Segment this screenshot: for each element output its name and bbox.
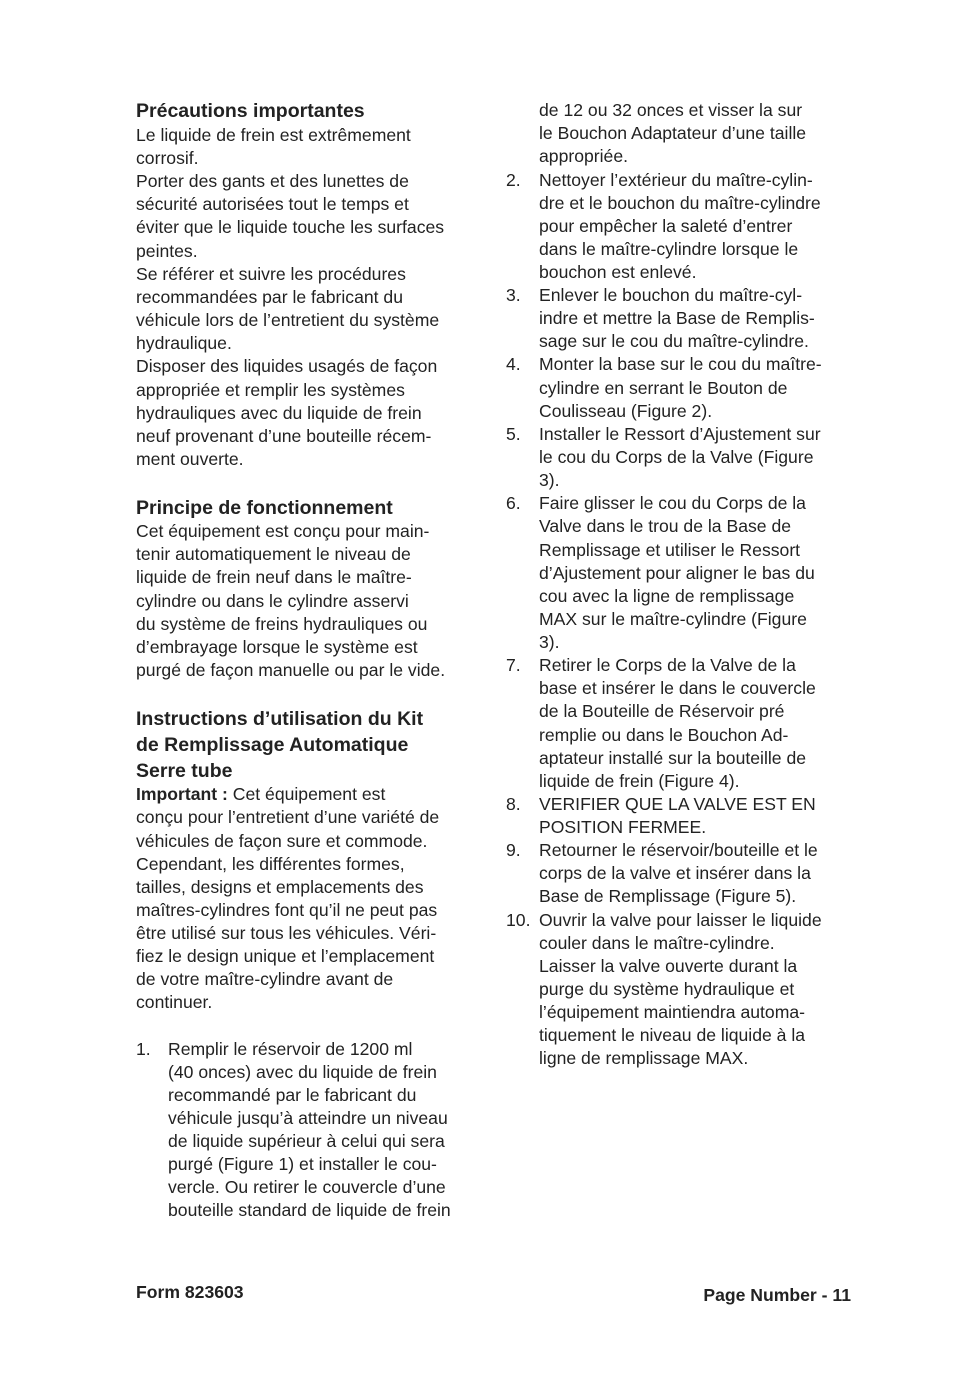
instructions-line: fiez le design unique et l’emplacement <box>136 946 435 966</box>
step-line: Installer le Ressort d’Ajustement sur <box>539 424 821 444</box>
step-number: 7. <box>506 655 521 675</box>
instructions-heading: de Remplissage Automatique <box>136 734 409 756</box>
step-line: liquide de frein (Figure 4). <box>539 771 740 791</box>
principle-line: liquide de frein neuf dans le maître- <box>136 567 412 587</box>
step-line: de 12 ou 32 onces et visser la sur <box>539 100 803 120</box>
step-line: Base de Remplissage (Figure 5). <box>539 886 797 906</box>
step-line: (40 onces) avec du liquide de frein <box>168 1062 437 1082</box>
instructions-line: maîtres-cylindres font qu’il ne peut pas <box>136 900 438 920</box>
step-line: véhicule jusqu’à atteindre un niveau <box>168 1108 448 1128</box>
step-line: Ouvrir la valve pour laisser le liquide <box>539 910 822 930</box>
precautions-line: peintes. <box>136 241 198 261</box>
precautions-line: appropriée et remplir les systèmes <box>136 380 405 400</box>
step-line: base et insérer le dans le couvercle <box>539 678 816 698</box>
step-line: Retirer le Corps de la Valve de la <box>539 655 796 675</box>
page-number: Page Number - 11 <box>703 1285 851 1305</box>
instructions-heading: Instructions d’utilisation du Kit <box>136 708 424 730</box>
instructions-heading: Serre tube <box>136 760 233 782</box>
step-line: corps de la valve et insérer dans la <box>539 863 811 883</box>
instructions-line: tailles, designs et emplacements des <box>136 877 424 897</box>
step-number: 10. <box>506 910 531 930</box>
precautions-line: hydrauliques avec du liquide de frein <box>136 403 422 423</box>
step-line: pour empêcher la saleté d’entrer <box>539 216 793 236</box>
important-label: Important : <box>136 784 228 804</box>
step-line: bouteille standard de liquide de frein <box>168 1200 451 1220</box>
step-line: Faire glisser le cou du Corps de la <box>539 493 806 513</box>
important-line <box>136 783 385 806</box>
step-number: 2. <box>506 170 521 190</box>
step-line: l’équipement maintiendra automa- <box>539 1002 806 1022</box>
step-number: 1. <box>136 1039 151 1059</box>
step-line: aptateur installé sur la bouteille de <box>539 748 807 768</box>
precautions-line: sécurité autorisées tout le temps et <box>136 194 409 214</box>
precautions-line: recommandées par le fabricant du <box>136 287 403 307</box>
precautions-line: éviter que le liquide touche les surfaces <box>136 217 445 237</box>
step-line: Laisser la valve ouverte durant la <box>539 956 798 976</box>
step-line: couler dans le maître-cylindre. <box>539 933 775 953</box>
step-line: remplie ou dans le Bouchon Ad- <box>539 725 789 745</box>
step-line: Monter la base sur le cou du maître- <box>539 354 822 374</box>
precautions-line: Disposer des liquides usagés de façon <box>136 356 438 376</box>
principle-line: cylindre ou dans le cylindre asservi <box>136 591 409 611</box>
step-line: appropriée. <box>539 146 629 166</box>
step-line: 3). <box>539 632 560 652</box>
step-line: vercle. Ou retirer le couvercle d’une <box>168 1177 446 1197</box>
step-number: 8. <box>506 794 521 814</box>
step-line: 3). <box>539 470 560 490</box>
precautions-line: neuf provenant d’une bouteille récem- <box>136 426 432 446</box>
precautions-line: véhicule lors de l’entretient du système <box>136 310 440 330</box>
important-text: Cet équipement est <box>227 784 386 804</box>
step-line: ligne de remplissage MAX. <box>539 1048 749 1068</box>
form-number: Form 823603 <box>136 1282 244 1302</box>
step-line: POSITION FERMEE. <box>539 817 707 837</box>
step-line: recommandé par le fabricant du <box>168 1085 417 1105</box>
step-line: indre et mettre la Base de Remplis- <box>539 308 815 328</box>
step-number: 5. <box>506 424 521 444</box>
step-line: Valve dans le trou de la Base de <box>539 516 792 536</box>
step-line: Retourner le réservoir/bouteille et le <box>539 840 818 860</box>
step-line: cou avec la ligne de remplissage <box>539 586 795 606</box>
principle-line: purgé de façon manuelle ou par le vide. <box>136 660 446 680</box>
step-line: MAX sur le maître-cylindre (Figure <box>539 609 807 629</box>
step-line: d’Ajustement pour aligner le bas du <box>539 563 815 583</box>
step-line: dre et le bouchon du maître-cylindre <box>539 193 821 213</box>
instructions-line: Cependant, les différentes formes, <box>136 854 405 874</box>
step-line: purgé (Figure 1) et installer le cou- <box>168 1154 437 1174</box>
step-line: Coulisseau (Figure 2). <box>539 401 713 421</box>
step-line: dans le maître-cylindre lorsque le <box>539 239 799 259</box>
step-line: Enlever le bouchon du maître-cyl- <box>539 285 803 305</box>
step-line: bouchon est enlevé. <box>539 262 697 282</box>
instructions-line: véhicules de façon sure et commode. <box>136 831 428 851</box>
step-number: 6. <box>506 493 521 513</box>
precautions-line: corrosif. <box>136 148 199 168</box>
precautions-line: hydraulique. <box>136 333 232 353</box>
step-line: Remplir le réservoir de 1200 ml <box>168 1039 413 1059</box>
step-line: de liquide supérieur à celui qui sera <box>168 1131 445 1151</box>
precautions-line: ment ouverte. <box>136 449 244 469</box>
principle-line: Cet équipement est conçu pour main- <box>136 521 430 541</box>
precautions-line: Porter des gants et des lunettes de <box>136 171 409 191</box>
step-line: de la Bouteille de Réservoir pré <box>539 701 785 721</box>
step-line: VERIFIER QUE LA VALVE EST EN <box>539 794 816 814</box>
instructions-line: être utilisé sur tous les véhicules. Véri- <box>136 923 437 943</box>
principle-heading: Principe de fonctionnement <box>136 497 393 519</box>
step-line: le Bouchon Adaptateur d’une taille <box>539 123 807 143</box>
step-line: Nettoyer l’extérieur du maître-cylin- <box>539 170 813 190</box>
step-line: le cou du Corps de la Valve (Figure <box>539 447 814 467</box>
principle-line: du système de freins hydrauliques ou <box>136 614 428 634</box>
step-line: tiquement le niveau de liquide à la <box>539 1025 806 1045</box>
step-line: cylindre en serrant le Bouton de <box>539 378 788 398</box>
step-line: Remplissage et utiliser le Ressort <box>539 540 801 560</box>
precautions-heading: Précautions importantes <box>136 100 365 122</box>
step-line: purge du système hydraulique et <box>539 979 795 999</box>
precautions-line: Se référer et suivre les procédures <box>136 264 406 284</box>
step-number: 3. <box>506 285 521 305</box>
step-number: 4. <box>506 354 521 374</box>
instructions-line: continuer. <box>136 992 213 1012</box>
principle-line: d’embrayage lorsque le système est <box>136 637 418 657</box>
principle-line: tenir automatiquement le niveau de <box>136 544 411 564</box>
step-line: sage sur le cou du maître-cylindre. <box>539 331 809 351</box>
step-number: 9. <box>506 840 521 860</box>
precautions-line: Le liquide de frein est extrêmement <box>136 125 411 145</box>
instructions-line: conçu pour l’entretient d’une variété de <box>136 807 440 827</box>
instructions-line: de votre maître-cylindre avant de <box>136 969 394 989</box>
